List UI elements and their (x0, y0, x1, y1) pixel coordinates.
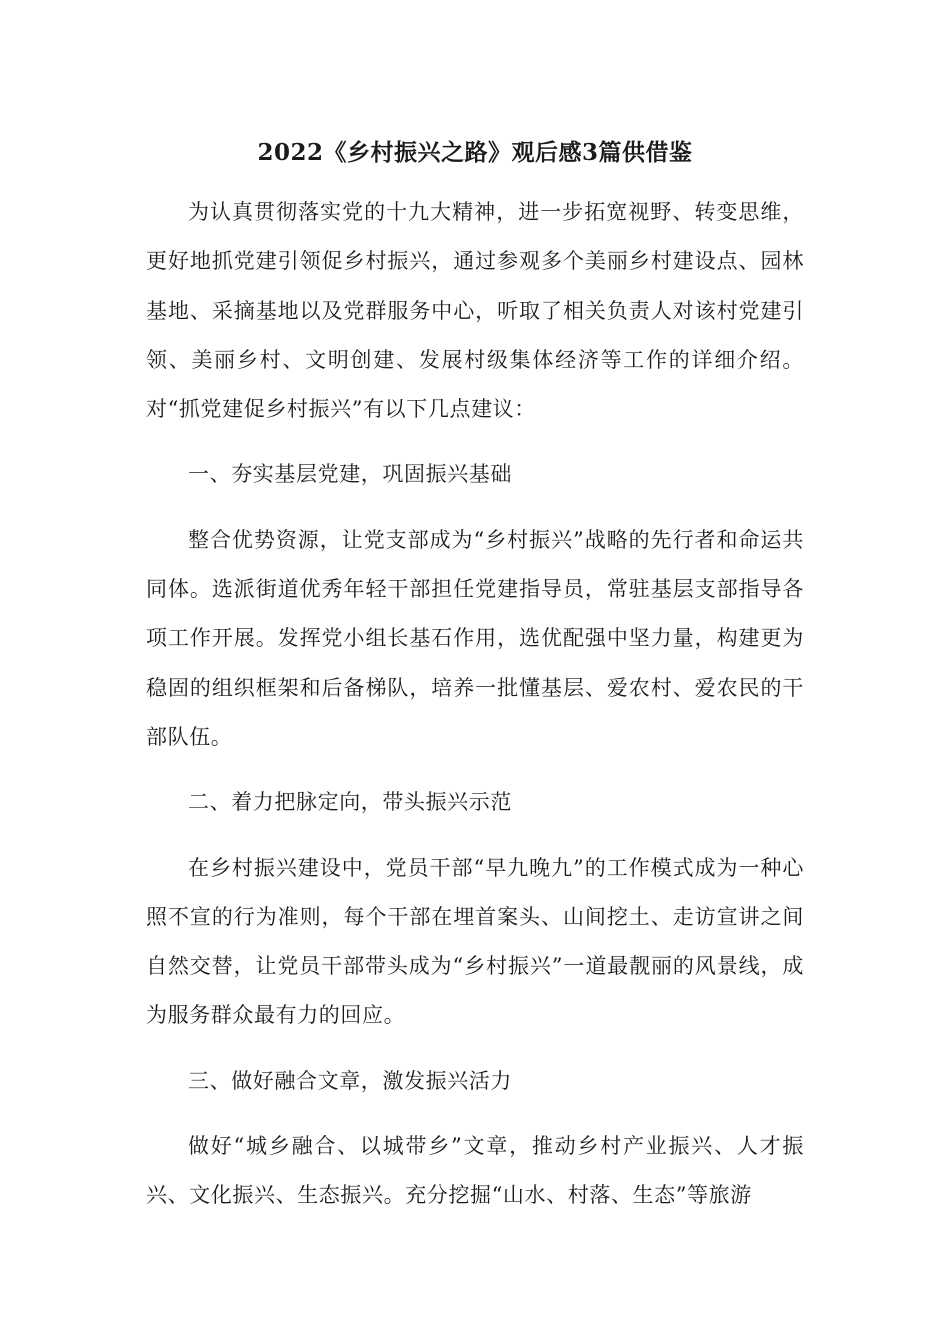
section-heading-3: 三、做好融合文章，激发振兴活力 (188, 1068, 512, 1093)
section-paragraph-3: 做好“城乡融合、以城带乡”文章，推动乡村产业振兴、人才振兴、文化振兴、生态振兴。充分挖掘“山水、村落、生态”等旅游 (146, 1134, 804, 1208)
section-paragraph-1: 整合优势资源，让党支部成为“乡村振兴”战略的先行者和命运共同体。选派街道优秀年轻干部担任党建指导员，常驻基层支部指导各项工作开展。发挥党小组长基石作用，选优配强中坚力量，构建更为稳固的组织框架和后备梯队，培养一批懂基层、爱农村、爱农民的干部队伍。 (146, 527, 804, 749)
document-title: 2022《乡村振兴之路》观后感3篇供借鉴 (257, 139, 693, 166)
section-paragraph-2: 在乡村振兴建设中，党员干部“早九晚九”的工作模式成为一种心照不宣的行为准则，每个干部在埋首案头、山间挖土、走访宣讲之间自然交替，让党员干部带头成为“乡村振兴”一道最靓丽的风景线，成为服务群众最有力的回应。 (146, 855, 804, 1028)
section-heading-1: 一、夯实基层党建，巩固振兴基础 (188, 462, 512, 487)
document-body (146, 188, 804, 1237)
section-heading-2: 二、着力把脉定向，带头振兴示范 (188, 790, 512, 815)
intro-paragraph: 为认真贯彻落实党的十九大精神，进一步拓宽视野、转变思维，更好地抓党建引领促乡村振兴，通过参观多个美丽乡村建设点、园林基地、采摘基地以及党群服务中心，听取了相关负责人对该村党建引领、美丽乡村、文明创建、发展村级集体经济等工作的详细介绍。对“抓党建促乡村振兴”有以下几点建议： (146, 200, 804, 422)
